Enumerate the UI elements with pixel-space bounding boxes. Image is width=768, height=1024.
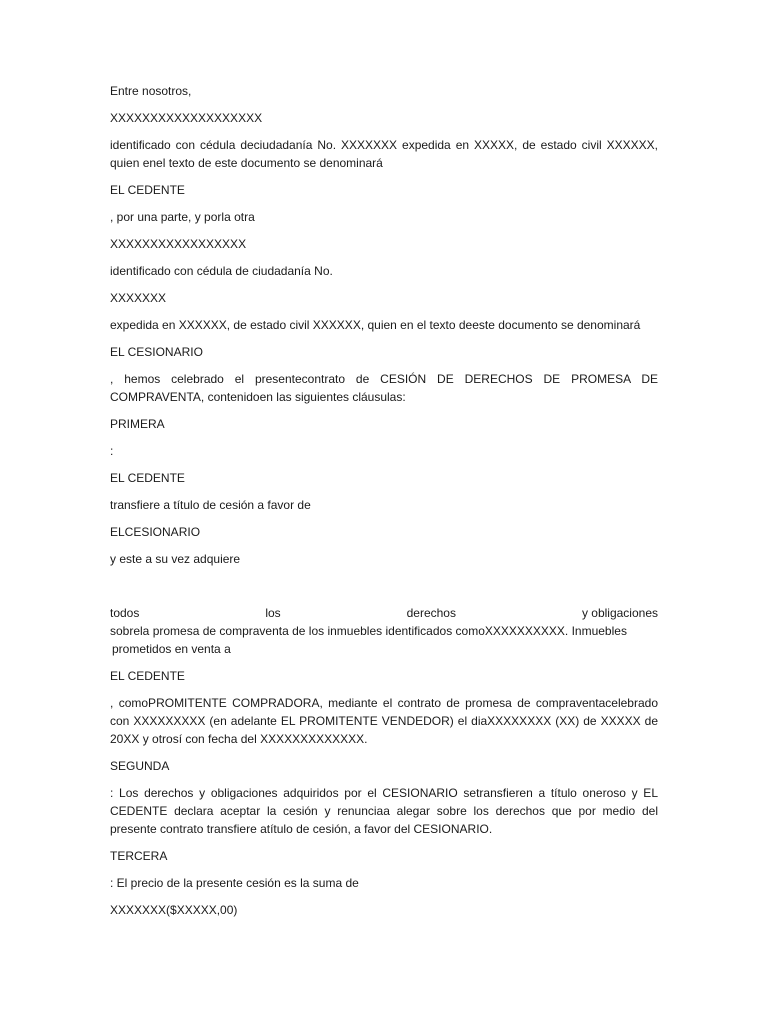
word: los: [265, 606, 281, 620]
party-label: EL CEDENTE: [110, 471, 185, 485]
text-line: Entre nosotros,: [110, 84, 192, 98]
text-line: identificado con cédula de ciudadanía No.: [110, 264, 333, 278]
paragraph: identificado con cédula deciudadanía No. XXXXXXX expedida en XXXXX, de estado civil XXXXXX, quien enel texto de este documento se denominará: [110, 138, 658, 170]
party-label: EL CEDENTE: [110, 183, 185, 197]
party-label: EL CESIONARIO: [110, 345, 203, 359]
clause-heading: SEGUNDA: [110, 759, 170, 773]
party-label: EL CEDENTE: [110, 669, 185, 683]
party-label: ELCESIONARIO: [110, 525, 201, 539]
clause-heading: TERCERA: [110, 849, 168, 863]
paragraph: [110, 604, 658, 658]
text-line: expedida en XXXXXX, de estado civil XXXXXX, quien en el texto deeste documento se denominará: [110, 318, 641, 332]
text-line: XXXXXXX: [110, 291, 167, 305]
text-line: , por una parte, y porla otra: [110, 210, 255, 224]
paragraph: , hemos celebrado el presentecontrato de CESIÓN DE DERECHOS DE PROMESA DE COMPRAVENTA, contenidoen las siguientes cláusulas:: [110, 372, 658, 404]
text-line: XXXXXXXXXXXXXXXXXXX: [110, 111, 263, 125]
text-line: XXXXXXXXXXXXXXXXX: [110, 237, 247, 251]
text-line: : El precio de la presente cesión es la suma de: [110, 876, 359, 890]
word: todos: [110, 606, 140, 620]
spread-line: [110, 604, 658, 622]
paragraph: , comoPROMITENTE COMPRADORA, mediante el contrato de promesa de compraventacelebrado con XXXXXXXXX (en adelante EL PROMITENTE VENDEDOR) el diaXXXXXXXX (XX) de XXXXX de 20XX y otrosí con fecha del XXXXXXXXXXXXX.: [110, 696, 658, 746]
text-line: transfiere a título de cesión a favor de: [110, 498, 311, 512]
clause-heading: PRIMERA: [110, 417, 165, 431]
paragraph: : Los derechos y obligaciones adquiridos por el CESIONARIO setransfieren a título oneroso y EL CEDENTE declara aceptar la cesión y renunciaa alegar sobre los derechos que por medio del presente contrato transfiere atítulo de cesión, a favor del CESIONARIO.: [110, 786, 658, 836]
text-line: XXXXXXX($XXXXX,00): [110, 903, 238, 917]
text-line: sobrela promesa de compraventa de los inmuebles identificados comoXXXXXXXXXX. Inmuebles: [110, 624, 627, 638]
word: y obligaciones: [581, 606, 658, 620]
text-line: prometidos en venta a: [112, 642, 231, 656]
spacer: [110, 577, 658, 604]
word: derechos: [406, 606, 456, 620]
document-body: [110, 82, 658, 928]
text-line: y este a su vez adquiere: [110, 552, 241, 566]
text-line: :: [110, 444, 114, 458]
